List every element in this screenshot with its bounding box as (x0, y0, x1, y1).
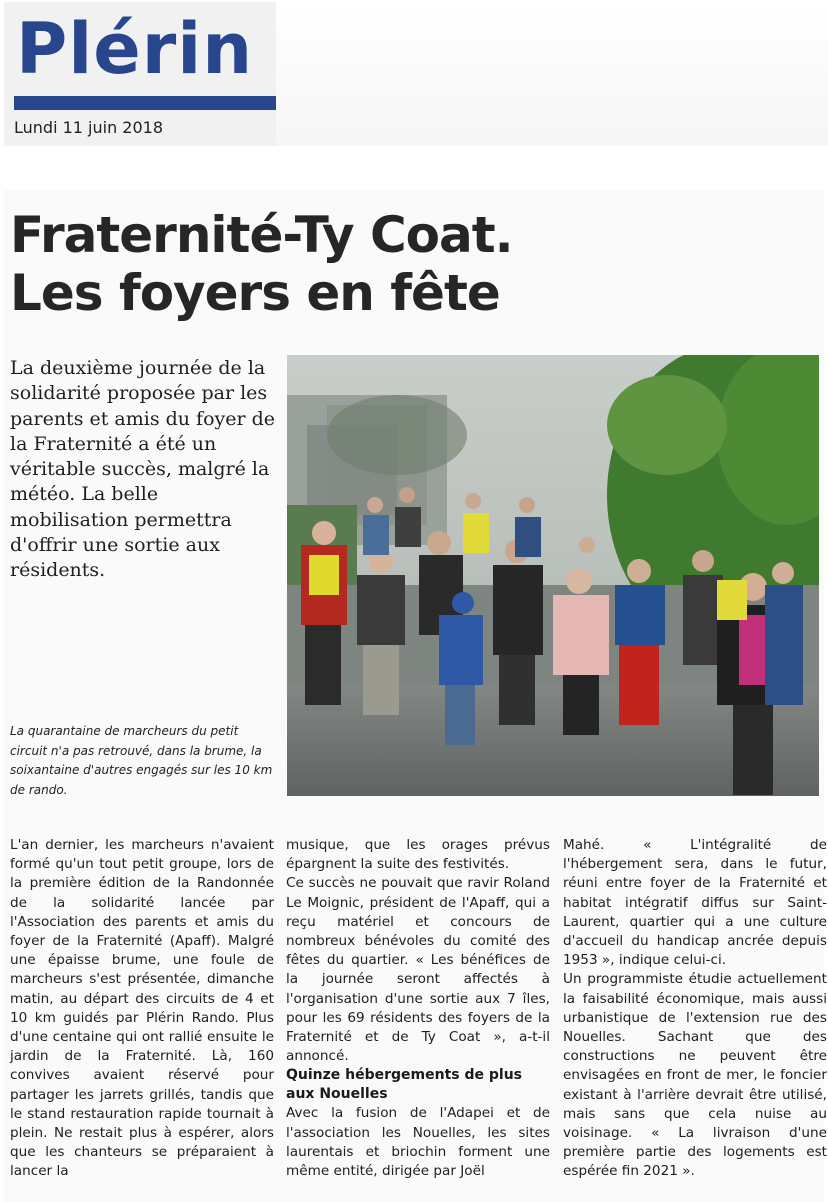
walkers-photo-illustration (287, 355, 819, 796)
article-column-3 (563, 836, 827, 1182)
column-2-paragraph-2: Ce succès ne pouvait que ravir Roland Le Moignic, président de l'Apaff, qui a reçu matériel et concours de nombreux bénévoles du comité des fêtes du quartier. « Les bénéfices de la journée seront affectés à l'organisation d'une sortie aux 7 îles, pour les 69 résidents des foyers de la Fraternité et de Ty Coat », a-t-il annoncé. (286, 875, 550, 1065)
column-2-paragraph-3: Avec la fusion de l'Adapei et de l'association les Nouelles, les sites laurentais et briochin forment une même entité, dirigée par Joël (286, 1105, 550, 1180)
column-1-paragraph: L'an dernier, les marcheurs n'avaient formé qu'un tout petit groupe, lors de la première édition de la Randonnée de la solidarité lancée par l'Association des parents et amis du foyer de la Fraternité (Apaff). Malgré une épaisse brume, une foule de marcheurs s'est présentée, dimanche matin, au départ des circuits de 4 et 10 km guidés par Plérin Rando. Plus d'une centaine qui ont rallié ensuite le jardin de la Fraternité. Là, 160 convives avaient réservé pour partager les jarrets grillés, tandis que le stand restauration rapide tournait à plein. Ne restait plus à espérer, alors que les chanteurs se préparaient à lancer la (10, 837, 274, 1180)
article-column-1 (10, 836, 274, 1182)
headline-line-2: Les foyers en fête (10, 264, 500, 322)
masthead-rule (14, 96, 276, 110)
article-photo (287, 355, 819, 796)
publication-date: Lundi 11 juin 2018 (14, 118, 164, 137)
masthead-title: Plérin (16, 8, 254, 90)
column-3-paragraph-1: Mahé. « L'intégralité de l'hébergement sera, dans le futur, réuni entre foyer de la Fraternité et habitat intégratif diffus sur Saint-Laurent, quartier qui a une culture d'accueil du handicap ancrée depuis 1953 », indique celui-ci. (563, 837, 827, 969)
headline-line-1: Fraternité-Ty Coat. (10, 206, 513, 264)
newspaper-masthead (4, 2, 276, 146)
article-lead: La deuxième journée de la solidarité proposée par les parents et amis du foyer de la Fraternité a été un véritable succès, malgré la météo. La belle mobilisation permettra d'offrir une sortie aux résidents. (10, 357, 276, 582)
column-3-paragraph-2: Un programmiste étudie actuellement la faisabilité économique, mais aussi urbanistique de l'extension rue des Nouelles. Sachant que des constructions ne peuvent être envisagées en front de mer, le foncier existant à l'arrière devrait être utilisé, mais sans que cela nuise au voisinage. « La livraison d'une première partie des logements est espérée fin 2021 ». (563, 971, 827, 1180)
article-subheading: Quinze hébergements de plus aux Nouelles (286, 1067, 523, 1103)
page-bleed-area (276, 0, 828, 146)
photo-caption: La quarantaine de marcheurs du petit circuit n'a pas retrouvé, dans la brume, la soixantaine d'autres engagés sur les 10 km de rando. (10, 724, 273, 797)
article-column-2 (286, 836, 550, 1181)
column-2-paragraph-1: musique, que les orages prévus épargnent la suite des festivités. (286, 837, 550, 873)
article-headline (10, 206, 570, 322)
